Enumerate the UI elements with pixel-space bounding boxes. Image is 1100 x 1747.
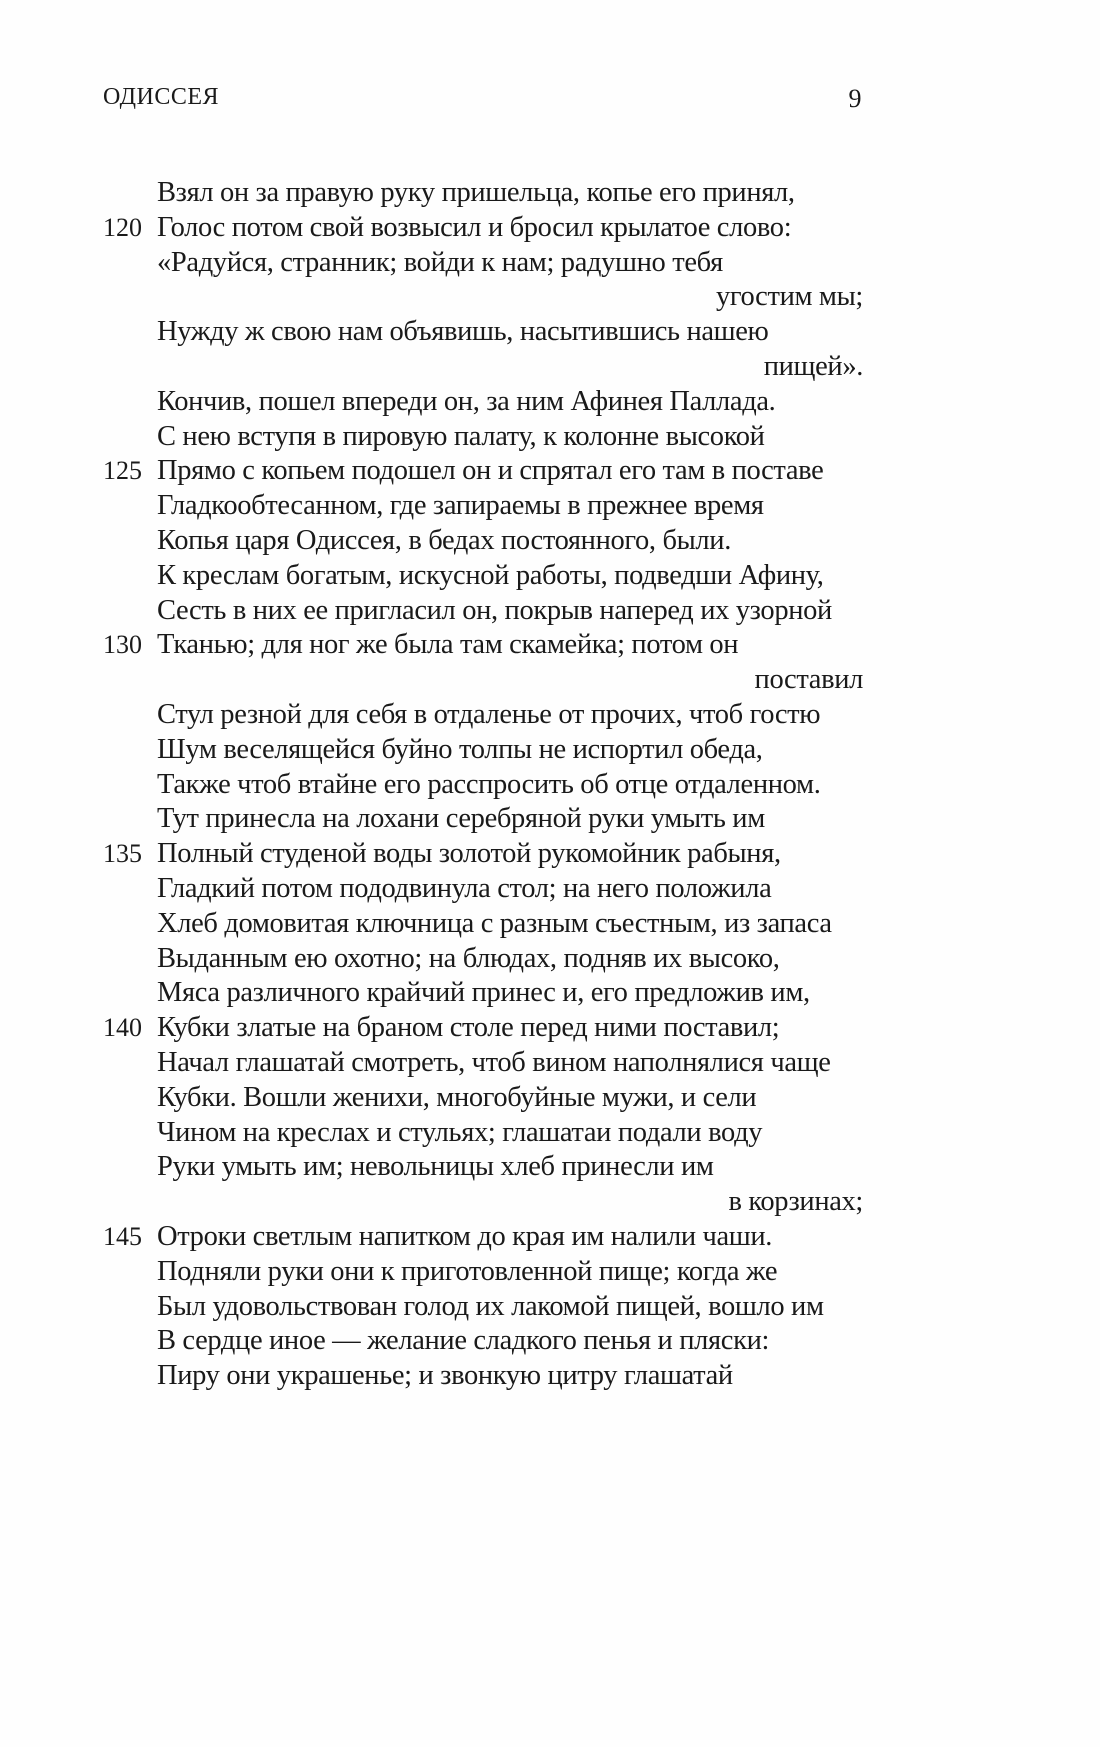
verse-line <box>103 1116 863 1151</box>
verse-line <box>103 733 863 768</box>
verse-text: Также чтоб втайне его расспросить об отце отдаленном. <box>157 768 821 800</box>
verse-text: Кончив, пошел впереди он, за ним Афинея Паллада. <box>157 385 776 417</box>
verse-text: Прямо с копьем подошел он и спрятал его там в поставе <box>157 455 824 487</box>
verse-line <box>103 1046 863 1081</box>
verse-turnover-line <box>103 350 863 385</box>
line-number: 120 <box>103 212 142 242</box>
verse-line <box>103 1150 863 1185</box>
verse-text: в корзинах; <box>728 1186 863 1218</box>
verse-line <box>103 246 863 281</box>
verse-text: поставил <box>754 664 863 696</box>
verse-line <box>103 802 863 837</box>
verse-text: угостим мы; <box>716 281 863 313</box>
verse-text: Кубки златые на браном столе перед ними поставил; <box>157 1012 780 1044</box>
verse-line <box>103 1359 863 1394</box>
verse-text: Выданным ею охотно; на блюдах, подняв их высоко, <box>157 942 780 974</box>
verse-text: Мяса различного крайчий принес и, его предложив им, <box>157 977 810 1009</box>
verse-text: Был удовольствован голод их лакомой пищей, вошло им <box>157 1290 824 1322</box>
verse-text: Кубки. Вошли женихи, многобуйные мужи, и сели <box>157 1081 757 1113</box>
verse-text: Шум веселящейся буйно толпы не испортил обеда, <box>157 733 763 765</box>
verse-text: Тканью; для ног же была там скамейка; потом он <box>157 629 739 661</box>
verse-line <box>103 1220 863 1255</box>
verse-line <box>103 942 863 977</box>
verse-line <box>103 211 863 246</box>
verse-line <box>103 1290 863 1325</box>
verse-text: Начал глашатай смотреть, чтоб вином наполнялися чаще <box>157 1046 831 1078</box>
line-number: 135 <box>103 839 142 869</box>
verse-line <box>103 976 863 1011</box>
verse-text: Нужду ж свою нам объявишь, насытившись нашею <box>157 316 769 348</box>
verse-text: С нею вступя в пировую палату, к колонне высокой <box>157 420 765 452</box>
verse-line <box>103 176 863 211</box>
verse-line <box>103 385 863 420</box>
verse-line <box>103 489 863 524</box>
verse-turnover-line <box>103 663 863 698</box>
verse-line <box>103 1081 863 1116</box>
verse-text: Отроки светлым напитком до края им налили чаши. <box>157 1220 773 1252</box>
verse-line <box>103 907 863 942</box>
verse-text: Взял он за правую руку пришельца, копье его принял, <box>157 177 795 208</box>
verse-text: Тут принесла на лохани серебряной руки умыть им <box>157 803 765 835</box>
verse-text: Гладкообтесанном, где запираемы в прежнее время <box>157 490 764 522</box>
verse-text: Пиру они украшенье; и звонкую цитру глашатай <box>157 1360 733 1392</box>
verse-text: Подняли руки они к приготовленной пище; когда же <box>157 1255 778 1287</box>
verse-line <box>103 628 863 663</box>
verse-line <box>103 837 863 872</box>
verse-text: Чином на креслах и стульях; глашатаи подали воду <box>157 1116 763 1148</box>
verse-text: Стул резной для себя в отдаленье от прочих, чтоб гостю <box>157 698 821 730</box>
verse-line <box>103 1255 863 1290</box>
verse-line <box>103 559 863 594</box>
verse-line <box>103 1324 863 1359</box>
verse-line <box>103 454 863 489</box>
verse-text: Гладкий потом пододвинула стол; на него положила <box>157 872 772 904</box>
verse-line <box>103 1011 863 1046</box>
verse-text: К креслам богатым, искусной работы, подведши Афину, <box>157 559 824 591</box>
verse-text: Голос потом свой возвысил и бросил крылатое слово: <box>157 211 792 243</box>
verse-text: Копья царя Одиссея, в бедах постоянного, были. <box>157 524 731 556</box>
page-number: 9 <box>848 84 862 113</box>
line-number: 125 <box>103 456 142 486</box>
verse-text: Руки умыть им; невольницы хлеб принесли им <box>157 1151 714 1183</box>
verse-line <box>103 315 863 350</box>
verse-text: Хлеб домовитая ключница с разным съестным, из запаса <box>157 907 832 939</box>
verse-line <box>103 698 863 733</box>
verse-line <box>103 594 863 629</box>
running-title: ОДИССЕЯ <box>103 84 220 110</box>
verse-text: Полный студеной воды золотой рукомойник рабыня, <box>157 838 781 870</box>
verse-text: «Радуйся, странник; войди к нам; радушно тебя <box>157 246 723 278</box>
verse-turnover-line <box>103 280 863 315</box>
verse-text: пищей». <box>763 350 863 382</box>
running-head <box>103 84 862 120</box>
verse-block <box>103 176 863 1394</box>
verse-turnover-line <box>103 1185 863 1220</box>
verse-line <box>103 872 863 907</box>
line-number: 140 <box>103 1013 142 1043</box>
verse-text: В сердце иное — желание сладкого пенья и пляски: <box>157 1325 770 1357</box>
verse-text: Сесть в них ее пригласил он, покрыв наперед их узорной <box>157 594 832 626</box>
line-number: 130 <box>103 630 142 660</box>
line-number: 145 <box>103 1221 142 1251</box>
verse-line <box>103 420 863 455</box>
verse-line <box>103 524 863 559</box>
verse-line <box>103 768 863 803</box>
